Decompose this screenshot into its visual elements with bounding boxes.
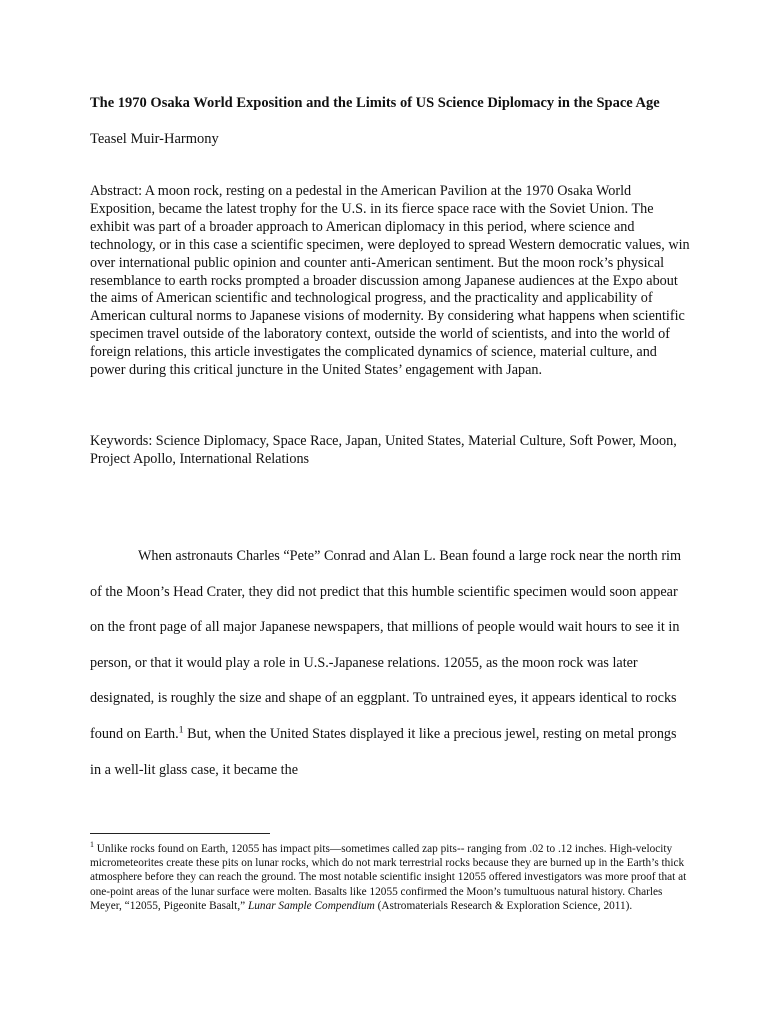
body-text-continued: But, when the United States displayed it like a precious jewel, resting on metal prongs in a well-lit glass case, it became the — [90, 725, 677, 778]
body-text: When astronauts Charles “Pete” Conrad and Alan L. Bean found a large rock near the north rim of the Moon’s Head Crater, they did not predict that this humble scientific specimen would soon appear on the front page of all major Japanese newspapers, that millions of people would wait hours to see it in person, or that it would play a role in U.S.-Japanese relations. 12055, as the moon rock was later designated, is roughly the size and shape of an eggplant. To untrained eyes, it appears identical to rocks found on Earth. — [90, 548, 682, 742]
footnote-journal-title: Lunar Sample Compendium — [247, 899, 375, 912]
author-name: Teasel Muir-Harmony — [90, 131, 219, 147]
footnote — [90, 842, 690, 913]
footnote-reference[interactable]: 1 — [178, 724, 184, 736]
body-paragraph — [90, 539, 685, 788]
footnote-source: (Astromaterials Research & Exploration Science, 2011). — [374, 899, 633, 912]
keywords-paragraph: Keywords: Science Diplomacy, Space Race, Japan, United States, Material Culture, Soft Power, Moon, Project Apollo, International Relations — [90, 433, 677, 467]
footnote-number: 1 — [90, 840, 94, 850]
footnote-text: Unlike rocks found on Earth, 12055 has impact pits—sometimes called zap pits-- ranging from .02 to .12 inches. High-velocity micrometeorites create these pits on lunar rocks, which do not mark terrestrial rocks because they are burned up in the Earth’s thick atmosphere before they can reach the ground. The most notable scientific insight 12055 offered investigators was more proof that at one-point areas of the lunar surface were molten. Basalts like 12055 confirmed the Moon’s tumultuous natural history. Charles Meyer, “12055, Pigeonite Basalt,” — [90, 843, 687, 912]
paper-title: The 1970 Osaka World Exposition and the Limits of US Science Diplomacy in the Space Age — [90, 95, 660, 111]
footnote-divider — [90, 833, 270, 834]
abstract-paragraph: Abstract: A moon rock, resting on a pedestal in the American Pavilion at the 1970 Osaka World Exposition, became the latest trophy for the U.S. in its fierce space race with the Soviet Union. The exhibit was part of a broader approach to American diplomacy in this period, where science and technology, or in this case a scientific specimen, were deployed to spread Western democratic values, win over international public opinion and counter anti-American sentiment. But the moon rock’s physical resemblance to earth rocks prompted a broader discussion among Japanese audiences at the Expo about the aims of American scientific and technological progress, and the practicality and applicability of American cultural norms to Japanese visions of modernity. By considering what happens when scientific specimen travel outside of the laboratory context, outside the world of scientists, and into the world of foreign relations, this article investigates the complicated dynamics of science, material culture, and power during this critical juncture in the United States’ engagement with Japan. — [90, 183, 690, 379]
